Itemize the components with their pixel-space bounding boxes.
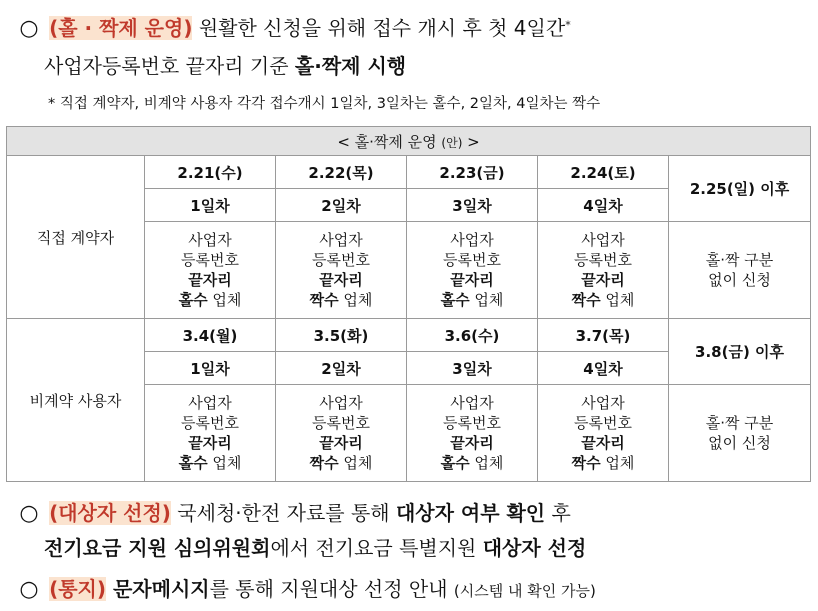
date-cell: 2.21(수) bbox=[145, 156, 276, 189]
date-cell: 3.6(수) bbox=[407, 319, 538, 352]
date-cell: 3.4(월) bbox=[145, 319, 276, 352]
group-name: 비계약 사용자 bbox=[7, 319, 145, 482]
desc-cell: 사업자 등록번호 끝자리 짝수 업체 bbox=[276, 222, 407, 319]
day-cell: 3일차 bbox=[407, 352, 538, 385]
footnote: * 직접 계약자, 비계약 사용자 각각 접수개시 1일차, 3일차는 홀수, 2일차, 4일차는 짝수 bbox=[48, 96, 601, 112]
bullet-2: ○ (대상자 선정) 국세청·한전 자료를 통해 대상자 여부 확인 후 bbox=[14, 497, 571, 526]
footnote-star: * bbox=[565, 18, 571, 32]
day-cell: 1일차 bbox=[145, 189, 276, 222]
bullet-1 bbox=[14, 12, 571, 41]
free-apply-cell: 홀·짝 구분 없이 신청 bbox=[669, 385, 811, 482]
date-cell: 2.22(목) bbox=[276, 156, 407, 189]
bullet-1-text: 원활한 신청을 위해 접수 개시 후 첫 4일간 bbox=[192, 16, 566, 40]
table-caption: < 홀·짝제 운영 (안) > bbox=[7, 127, 811, 156]
schedule-table bbox=[6, 126, 811, 482]
desc-cell: 사업자 등록번호 끝자리 홀수 업체 bbox=[407, 222, 538, 319]
bullet-1-line2-text: 사업자등록번호 끝자리 기준 bbox=[44, 54, 295, 78]
day-cell: 2일차 bbox=[276, 352, 407, 385]
bullet-circle-icon: ○ bbox=[19, 501, 39, 526]
desc-cell: 사업자 등록번호 끝자리 홀수 업체 bbox=[145, 385, 276, 482]
day-cell: 4일차 bbox=[538, 352, 669, 385]
day-cell: 1일차 bbox=[145, 352, 276, 385]
after-date-cell: 2.25(일) 이후 bbox=[669, 156, 811, 222]
bullet-2-line2: 전기요금 지원 심의위원회에서 전기요금 특별지원 대상자 선정 bbox=[44, 536, 587, 560]
after-date-cell: 3.8(금) 이후 bbox=[669, 319, 811, 385]
bullet-3: ○ (통지) 문자메시지를 통해 지원대상 선정 안내 (시스템 내 확인 가능) bbox=[14, 573, 596, 602]
date-cell: 3.5(화) bbox=[276, 319, 407, 352]
desc-cell: 사업자 등록번호 끝자리 짝수 업체 bbox=[538, 222, 669, 319]
day-cell: 2일차 bbox=[276, 189, 407, 222]
date-cell: 2.24(토) bbox=[538, 156, 669, 189]
desc-cell: 사업자 등록번호 끝자리 홀수 업체 bbox=[145, 222, 276, 319]
free-apply-cell: 홀·짝 구분 없이 신청 bbox=[669, 222, 811, 319]
bullet-3-tag: (통지) bbox=[49, 577, 107, 601]
bullet-2-tag: (대상자 선정) bbox=[49, 501, 171, 525]
desc-cell: 사업자 등록번호 끝자리 짝수 업체 bbox=[538, 385, 669, 482]
date-cell: 2.23(금) bbox=[407, 156, 538, 189]
desc-cell: 사업자 등록번호 끝자리 짝수 업체 bbox=[276, 385, 407, 482]
day-cell: 3일차 bbox=[407, 189, 538, 222]
bullet-circle-icon: ○ bbox=[19, 16, 39, 41]
bullet-circle-icon: ○ bbox=[19, 577, 39, 602]
bullet-1-tag: (홀 · 짝제 운영) bbox=[49, 16, 193, 40]
group-name: 직접 계약자 bbox=[7, 156, 145, 319]
bullet-1-line2-bold: 홀·짝제 시행 bbox=[294, 54, 407, 78]
day-cell: 4일차 bbox=[538, 189, 669, 222]
bullet-1-line2 bbox=[44, 50, 406, 79]
date-cell: 3.7(목) bbox=[538, 319, 669, 352]
desc-cell: 사업자 등록번호 끝자리 홀수 업체 bbox=[407, 385, 538, 482]
